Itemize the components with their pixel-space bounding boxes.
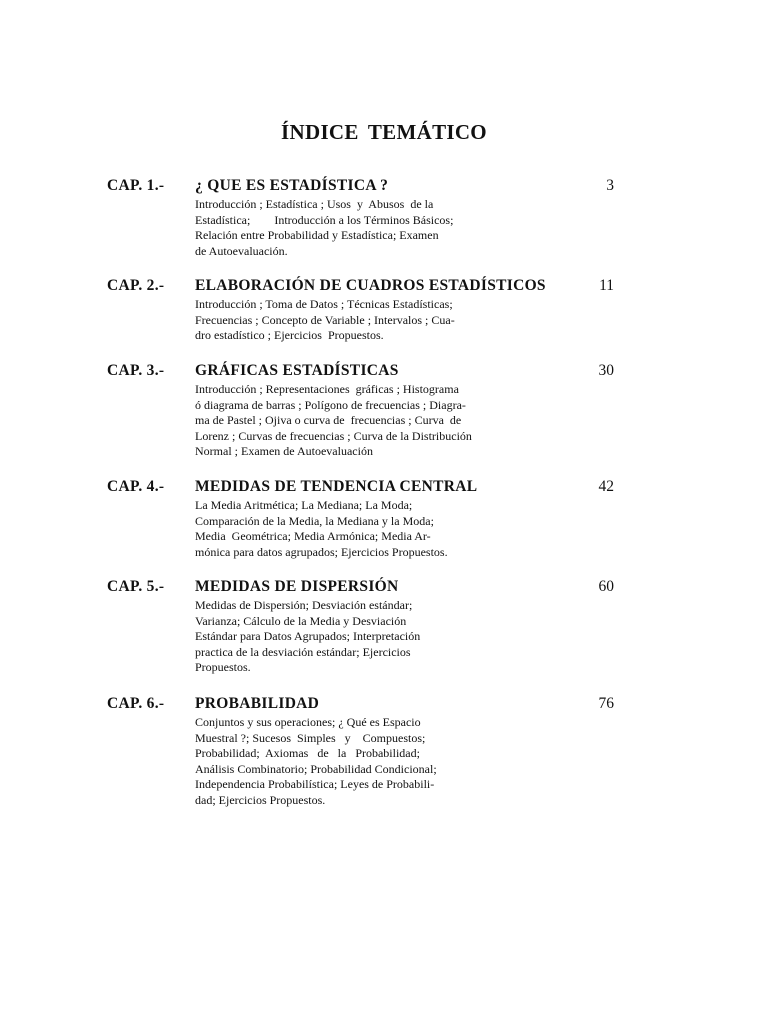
description-line: ó diagrama de barras ; Polígono de frecuencias ; Diagra- [195,397,466,412]
chapter-page-number: 11 [599,277,614,294]
chapter-title: ELABORACIÓN DE CUADROS ESTADÍSTICOS [195,277,546,294]
chapter-description [195,197,515,259]
chapter-description [195,382,515,460]
chapter-label: CAP. 2.- [107,277,165,294]
description-line: Lorenz ; Curvas de frecuencias ; Curva de la Distribución [195,428,472,443]
description-line: de Autoevaluación. [195,243,288,258]
description-line: Estándar para Datos Agrupados; Interpretación [195,629,421,644]
description-line: Introducción ; Estadística ; Usos y Abusos de la [195,197,434,211]
description-line: Probabilidad; Axiomas de la Probabilidad; [195,746,420,761]
chapter-title: MEDIDAS DE DISPERSIÓN [195,578,399,595]
description-line: mónica para datos agrupados; Ejercicios Propuestos. [195,544,448,559]
description-line: Conjuntos y sus operaciones; ¿ Qué es Espacio [195,715,421,729]
chapter-description [195,715,515,809]
description-line: ma de Pastel ; Ojiva o curva de frecuencias ; Curva de [195,413,462,428]
description-line: Medidas de Dispersión; Desviación estándar; [195,598,413,612]
chapter-page-number: 42 [598,478,614,495]
chapter-label: CAP. 6.- [107,695,165,712]
chapter-title: ¿ QUE ES ESTADÍSTICA ? [195,177,389,194]
description-line: Frecuencias ; Concepto de Variable ; Intervalos ; Cua- [195,312,455,327]
description-line: practica de la desviación estándar; Ejercicios [195,644,411,659]
chapter-description [195,297,515,344]
description-line: Análisis Combinatorio; Probabilidad Condicional; [195,761,437,776]
page-title: ÍNDICE TEMÁTICO [281,120,487,144]
chapter-label: CAP. 3.- [107,362,165,379]
description-line: Comparación de la Media, la Mediana y la Moda; [195,513,434,528]
chapter-page-number: 3 [606,177,614,194]
description-line: dro estadístico ; Ejercicios Propuestos. [195,328,384,343]
description-line: Relación entre Probabilidad y Estadística; Examen [195,228,439,243]
chapter-title: GRÁFICAS ESTADÍSTICAS [195,362,399,379]
chapter-label: CAP. 5.- [107,578,165,595]
chapter-label: CAP. 1.- [107,177,165,194]
description-line: Normal ; Examen de Autoevaluación [195,444,373,459]
chapter-label: CAP. 4.- [107,478,165,495]
chapter-page-number: 76 [598,695,614,712]
description-line: Media Geométrica; Media Armónica; Media Ar- [195,529,431,544]
description-line: Introducción ; Toma de Datos ; Técnicas Estadísticas; [195,297,453,311]
description-line: Muestral ?; Sucesos Simples y Compuestos; [195,730,426,745]
description-line: dad; Ejercicios Propuestos. [195,792,326,807]
chapter-page-number: 60 [598,578,614,595]
description-line: Introducción ; Representaciones gráficas ; Histograma [195,382,459,396]
description-line: Independencia Probabilística; Leyes de Probabili- [195,777,435,792]
description-line: Propuestos. [195,660,251,675]
chapter-page-number: 30 [598,362,614,379]
description-line: Varianza; Cálculo de la Media y Desviación [195,613,407,628]
chapter-title: PROBABILIDAD [195,695,320,712]
description-line: La Media Aritmética; La Mediana; La Moda; [195,498,413,512]
description-line: Estadística; Introducción a los Términos Básicos; [195,212,454,227]
chapter-description [195,598,515,676]
chapter-description [195,498,515,560]
chapter-title: MEDIDAS DE TENDENCIA CENTRAL [195,478,478,495]
